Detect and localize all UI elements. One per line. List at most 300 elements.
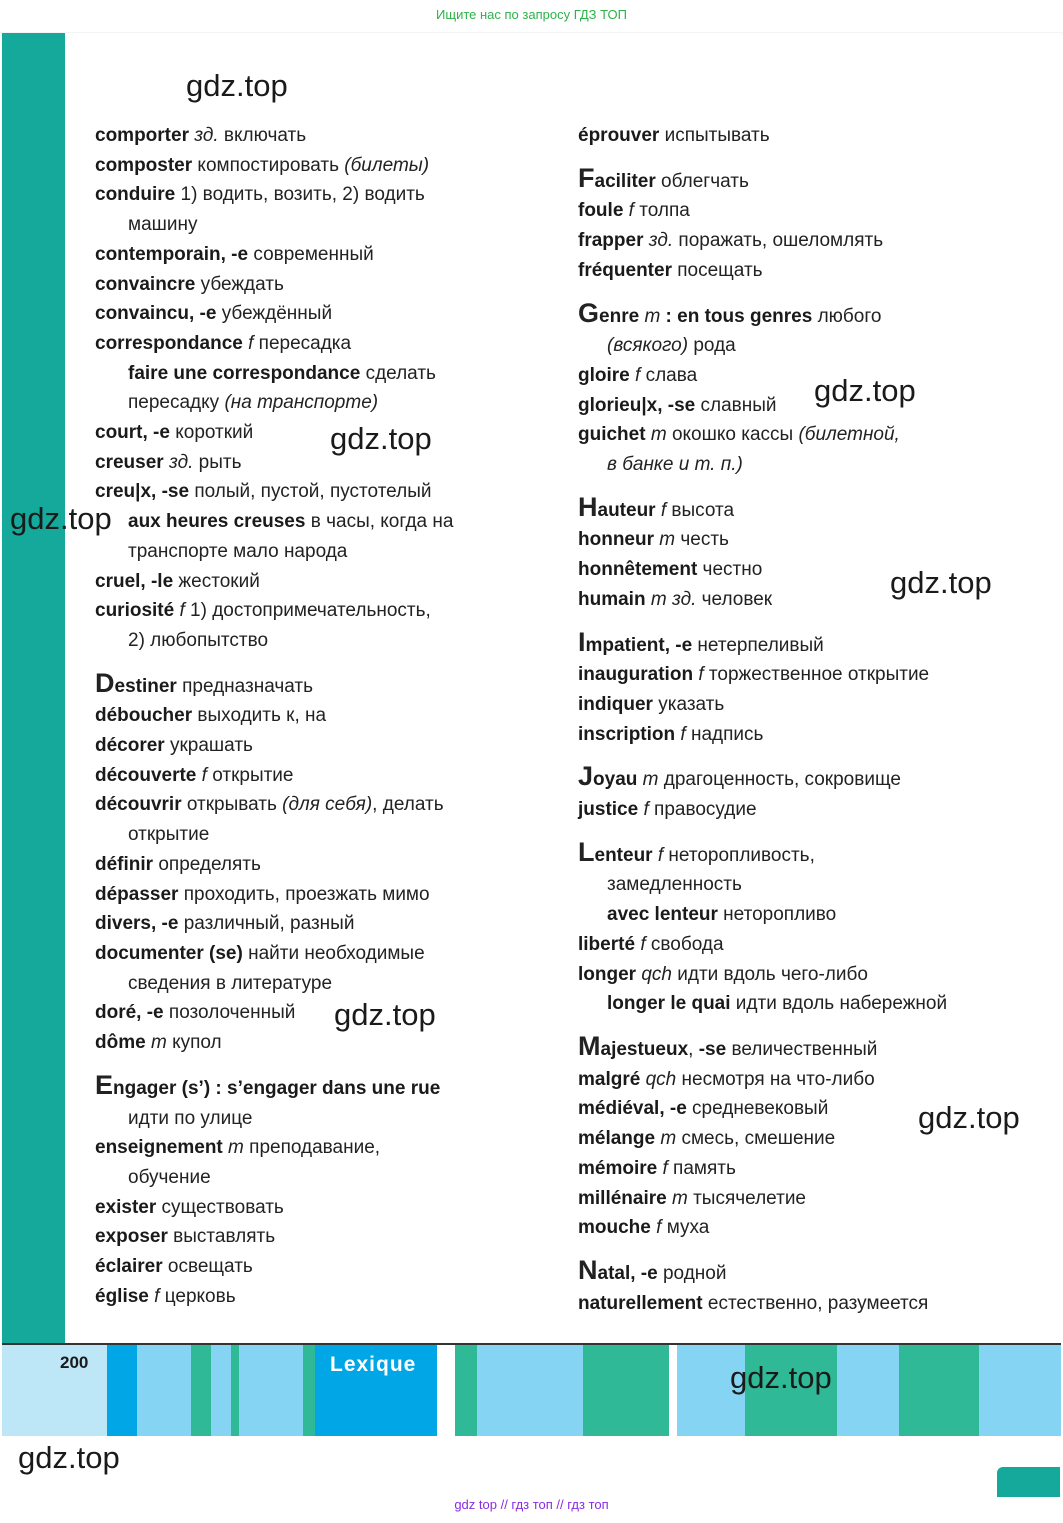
dictionary-entry: [578, 720, 1018, 750]
translation-text: память: [667, 1157, 736, 1179]
translation-text: обучение: [128, 1166, 211, 1188]
dictionary-entry: [95, 1193, 545, 1223]
dictionary-entry: [578, 1065, 1018, 1095]
footer-stripe: [437, 1345, 455, 1438]
entry-continuation: [578, 331, 1018, 361]
headword: humain: [578, 588, 646, 610]
translation-text: короткий: [169, 422, 254, 444]
section-letter: N: [578, 1254, 598, 1285]
translation-text: выставлять: [167, 1226, 276, 1248]
entry-continuation: [95, 1104, 545, 1134]
translation-text: полый, пустой, пустотелый: [189, 481, 432, 503]
headword: enseignement: [95, 1137, 223, 1159]
translation-text: украшать: [164, 735, 253, 757]
headword: découvrir: [95, 794, 182, 816]
headword: liberté: [578, 933, 636, 955]
dictionary-entry: [95, 909, 545, 939]
translation-text: современный: [248, 243, 374, 265]
dictionary-entry: [95, 448, 545, 478]
dictionary-entry: [578, 162, 1018, 197]
translation-text: торжественное открытие: [703, 664, 930, 686]
headword: justice: [578, 799, 639, 821]
translation-text: муха: [661, 1217, 710, 1239]
translation-text: пересадку: [128, 392, 225, 414]
translation-text: купол: [166, 1032, 222, 1054]
dictionary-entry: [578, 795, 1018, 825]
translation-text: компостировать: [192, 154, 345, 176]
headword: inauguration: [578, 664, 694, 686]
dictionary-entry: [95, 121, 545, 151]
headword: millénaire: [578, 1187, 667, 1209]
translation-text: указать: [652, 693, 725, 715]
section-gap: [578, 286, 1018, 302]
entry-continuation: [95, 820, 545, 850]
translation-text: 1) достопримечательность,: [184, 600, 431, 622]
headword: malgré: [578, 1068, 641, 1090]
grammar-mark: m: [642, 769, 659, 791]
entry-continuation: [578, 450, 1018, 480]
headword-phrase: : en tous genres: [665, 305, 813, 327]
translation-text: проходить, проезжать мимо: [178, 883, 430, 905]
headword: oyau: [593, 769, 638, 791]
grammar-mark: f: [656, 1217, 662, 1239]
headword: indiquer: [578, 693, 653, 715]
dictionary-page: [2, 33, 1061, 1436]
dictionary-entry: [95, 151, 545, 181]
footer-stripe: [477, 1345, 583, 1438]
dictionary-entry: [578, 420, 1018, 450]
translation-text: сведения в литературе: [128, 972, 333, 994]
headword: longer: [578, 963, 637, 985]
translation-text: нетерпеливый: [692, 634, 824, 656]
translation-text: идти вдоль чего-либо: [671, 963, 868, 985]
headword: mouche: [578, 1217, 651, 1239]
dictionary-entry: [95, 567, 545, 597]
translation-text: предназначать: [176, 675, 314, 697]
dictionary-entry: [95, 731, 545, 761]
translation-text: посещать: [671, 259, 763, 281]
dictionary-entry: [578, 196, 1018, 226]
dictionary-entry: [578, 690, 1018, 720]
watermark: gdz.top: [18, 1440, 120, 1475]
teal-tab: [997, 1467, 1060, 1497]
footer-stripe: [455, 1345, 477, 1438]
footer-stripe: [979, 1345, 1061, 1438]
footer-stripe: [899, 1345, 979, 1438]
section-gap: [578, 1019, 1018, 1035]
sub-entry: [578, 900, 1018, 930]
headword: auteur: [597, 499, 656, 521]
dictionary-entry: [578, 1289, 1018, 1319]
dictionary-entry: [578, 256, 1018, 286]
footer-stripe: [211, 1345, 231, 1438]
headword: déboucher: [95, 705, 193, 727]
sub-entry: [95, 507, 545, 537]
section-gap: [95, 1058, 545, 1074]
footer-stripe: [669, 1345, 677, 1438]
watermark: gdz.top: [918, 1100, 1020, 1135]
translation-text: средневековый: [686, 1098, 829, 1120]
headword: convaincu, -e: [95, 303, 217, 325]
translation-text: рыть: [193, 451, 242, 473]
translation-text: честно: [697, 559, 763, 581]
dictionary-entry: [578, 121, 1018, 151]
footer-stripe: [303, 1345, 315, 1438]
translation-text: окошко кассы: [666, 424, 799, 446]
section-gap: [578, 1243, 1018, 1259]
grammar-mark: f: [248, 332, 254, 354]
grammar-mark: m: [644, 305, 661, 327]
translation-text: замедленность: [607, 874, 742, 896]
headword: église: [95, 1285, 149, 1307]
translation-text: естественно, разумеется: [702, 1292, 929, 1314]
dictionary-entry: [578, 761, 1018, 795]
watermark: gdz.top: [186, 68, 288, 103]
grammar-mark: f: [662, 1157, 668, 1179]
grammar-mark: f: [657, 844, 664, 866]
dictionary-entry: [95, 939, 545, 969]
headword: honneur: [578, 529, 654, 551]
translation-text: несмотря на что-либо: [676, 1068, 875, 1090]
headword: creu|x, -se: [95, 481, 190, 503]
headword: inscription: [578, 723, 676, 745]
section-letter: E: [95, 1069, 114, 1100]
translation-text: пересадка: [253, 332, 352, 354]
headword: honnêtement: [578, 559, 698, 581]
translation-text: позолоченный: [163, 1002, 296, 1024]
sub-headword: aux heures creuses: [128, 511, 306, 533]
headword: correspondance: [95, 332, 243, 354]
dictionary-entry: [95, 667, 545, 702]
grammar-mark: зд.: [168, 451, 194, 473]
grammar-mark: f: [698, 664, 704, 686]
headword: enre: [599, 305, 640, 327]
sub-entry: [95, 359, 545, 389]
section-title: Lexique: [330, 1353, 417, 1376]
translation-text: освещать: [162, 1256, 253, 1278]
dictionary-entry: [95, 240, 545, 270]
entry-continuation: [95, 969, 545, 999]
grammar-mark: f: [635, 364, 641, 386]
translation-text: величественный: [726, 1038, 878, 1060]
translation-text: драгоценность, сокровище: [658, 769, 901, 791]
translation-text: жестокий: [173, 570, 260, 592]
dictionary-entry: [95, 790, 545, 820]
translation-text: , делать: [372, 794, 444, 816]
translation-text: открытие: [206, 764, 294, 786]
section-gap: [578, 480, 1018, 496]
grammar-mark: (билетной,: [798, 424, 900, 446]
translation-text: родной: [657, 1262, 727, 1284]
translation-text: испытывать: [659, 125, 770, 146]
grammar-mark: (билеты): [344, 154, 430, 176]
translation-text: выходить к, на: [192, 705, 327, 727]
sub-headword: avec lenteur: [607, 904, 718, 926]
dictionary-entry: [95, 701, 545, 731]
translation-text: церковь: [159, 1285, 236, 1307]
bottom-links[interactable]: gdz top // гдз топ // гдз топ: [454, 1497, 609, 1512]
footer-stripe: [583, 1345, 669, 1438]
grammar-mark: m: [672, 1187, 688, 1209]
headword-phrase: -se: [698, 1038, 727, 1060]
translation-text: открытие: [128, 824, 210, 846]
section-gap: [578, 151, 1018, 167]
translation-text: свобода: [645, 933, 724, 955]
headword: médiéval, -e: [578, 1098, 687, 1120]
translation-text: открывать: [181, 794, 283, 816]
headword: naturellement: [578, 1292, 703, 1314]
footer-stripe: [137, 1345, 191, 1438]
translation-text: тысячелетие: [687, 1187, 806, 1209]
watermark: gdz.top: [10, 501, 112, 536]
headword: mélange: [578, 1128, 656, 1150]
headword: découverte: [95, 764, 197, 786]
sub-entry-continuation: [95, 388, 545, 418]
translation-text: слава: [640, 364, 698, 386]
section-letter: F: [578, 162, 595, 193]
dictionary-entry: [578, 660, 1018, 690]
dictionary-entry: [95, 1282, 545, 1312]
headword: ajestueux: [600, 1038, 689, 1060]
translation-text: неторопливость,: [663, 844, 815, 866]
grammar-mark: f: [154, 1285, 160, 1307]
entry-continuation: [578, 870, 1018, 900]
section-letter: I: [578, 626, 586, 657]
dictionary-entry: [578, 1154, 1018, 1184]
headword: exposer: [95, 1226, 168, 1248]
section-letter: H: [578, 491, 598, 522]
grammar-mark: f: [201, 764, 207, 786]
headword: dépasser: [95, 883, 179, 905]
dictionary-entry: [95, 1133, 545, 1163]
dictionary-entry: [578, 391, 1018, 421]
headword: éclairer: [95, 1256, 163, 1278]
grammar-mark: f: [660, 499, 667, 521]
entry-continuation: [95, 210, 545, 240]
translation-text: убеждённый: [216, 303, 333, 325]
headword: composter: [95, 154, 193, 176]
footer-stripe: [837, 1345, 899, 1438]
translation-text: различный, разный: [178, 913, 355, 935]
dictionary-entry: [578, 930, 1018, 960]
grammar-mark: f: [680, 723, 686, 745]
dictionary-entry: [578, 525, 1018, 555]
translation-text: правосудие: [648, 799, 757, 821]
headword: mémoire: [578, 1157, 658, 1179]
dictionary-entry: [95, 998, 545, 1028]
section-letter: G: [578, 297, 600, 328]
dictionary-entry: [95, 270, 545, 300]
right-column: [578, 121, 1018, 1318]
dictionary-entry: [578, 1213, 1018, 1243]
headword: curiosité: [95, 600, 175, 622]
dictionary-entry: [578, 1254, 1018, 1289]
headword: enteur: [594, 844, 653, 866]
watermark: gdz.top: [814, 373, 916, 408]
headword: creuser: [95, 451, 164, 473]
grammar-mark: (на транспорте): [224, 392, 379, 414]
dictionary-entry: [95, 299, 545, 329]
section-letter: L: [578, 836, 595, 867]
translation-text: любого: [812, 305, 882, 327]
footer-stripe: [2, 1345, 107, 1438]
headword: comporter: [95, 125, 189, 146]
grammar-mark: f: [628, 200, 634, 222]
sub-headword: faire une correspondance: [128, 362, 361, 384]
translation-text: ,: [688, 1038, 699, 1060]
translation-text: включать: [218, 125, 307, 146]
translation-text: облегчать: [655, 170, 749, 192]
headword: documenter (se): [95, 942, 243, 964]
dictionary-entry: [95, 1222, 545, 1252]
translation-text: транспорте мало народа: [128, 540, 348, 562]
translation-text: сделать: [360, 362, 436, 384]
watermark: gdz.top: [890, 565, 992, 600]
grammar-mark: (всякого): [607, 335, 689, 357]
section-letter: M: [578, 1030, 601, 1061]
grammar-mark: qch: [641, 963, 672, 985]
headword: mpatient, -e: [585, 634, 693, 656]
headword: guichet: [578, 424, 646, 446]
translation-text: поражать, ошеломлять: [673, 230, 884, 252]
green-side-bar: [2, 33, 65, 1343]
headword: conduire: [95, 184, 176, 206]
grammar-mark: (для себя): [282, 794, 373, 816]
dictionary-entry: [95, 761, 545, 791]
footer-strip: [2, 1343, 1061, 1438]
headword: foule: [578, 200, 624, 222]
dictionary-entry: [578, 836, 1018, 871]
headword: court, -e: [95, 422, 170, 444]
headword: atal, -e: [597, 1262, 658, 1284]
dictionary-entry: [578, 226, 1018, 256]
top-banner: Ищите нас по запросу ГДЗ ТОП: [0, 0, 1063, 32]
translation-text: толпа: [633, 200, 690, 222]
translation-text: машину: [128, 214, 198, 236]
headword: gloire: [578, 364, 630, 386]
headword: exister: [95, 1196, 157, 1218]
dictionary-entry: [95, 1069, 545, 1104]
entry-continuation: [95, 626, 545, 656]
headword: frapper: [578, 230, 644, 252]
section-gap: [578, 749, 1018, 765]
translation-text: идти вдоль набережной: [730, 993, 948, 1015]
translation-text: найти необходимые: [242, 942, 425, 964]
translation-text: смесь, смешение: [676, 1128, 836, 1150]
grammar-mark: m: [659, 529, 676, 551]
footer-stripe: [191, 1345, 211, 1438]
grammar-mark: зд.: [648, 230, 674, 252]
headword: décorer: [95, 735, 165, 757]
translation-text: убеждать: [195, 273, 284, 295]
section-letter: D: [95, 667, 115, 698]
translation-text: существовать: [156, 1196, 284, 1218]
grammar-mark: m: [660, 1128, 677, 1150]
grammar-mark: qch: [645, 1068, 677, 1090]
dictionary-entry: [95, 477, 545, 507]
sub-entry-continuation: [95, 537, 545, 567]
dictionary-entry: [578, 1184, 1018, 1214]
grammar-mark: f: [640, 933, 646, 955]
headword: divers, -e: [95, 913, 179, 935]
section-gap: [578, 615, 1018, 631]
dictionary-entry: [578, 297, 1018, 332]
grammar-mark: m зд.: [650, 588, 697, 610]
section-gap: [578, 825, 1018, 841]
watermark: gdz.top: [330, 421, 432, 456]
footer-stripe: [239, 1345, 303, 1438]
dictionary-entry: [578, 626, 1018, 661]
translation-text: 1) водить, возить, 2) водить: [175, 184, 425, 206]
left-column: [95, 121, 545, 1311]
section-gap: [95, 656, 545, 672]
watermark: gdz.top: [334, 997, 436, 1032]
headword: doré, -e: [95, 1002, 164, 1024]
translation-text: в часы, когда на: [305, 511, 454, 533]
translation-text: высота: [666, 499, 735, 521]
headword: aciliter: [594, 170, 656, 192]
grammar-mark: зд.: [194, 125, 219, 146]
headword: éprouver: [578, 125, 660, 146]
translation-text: неторопливо: [717, 904, 837, 926]
translation-text: надпись: [685, 723, 764, 745]
translation-text: идти по улице: [128, 1107, 253, 1129]
headword: convaincre: [95, 273, 196, 295]
watermark: gdz.top: [730, 1360, 832, 1395]
dictionary-entry: [95, 596, 545, 626]
translation-text: определять: [153, 853, 261, 875]
headword: glorieu|x, -se: [578, 394, 696, 416]
grammar-mark: f: [643, 799, 649, 821]
dictionary-entry: [95, 329, 545, 359]
translation-text: человек: [696, 588, 773, 610]
headword: dôme: [95, 1032, 146, 1054]
footer-stripe: [107, 1345, 137, 1438]
entry-continuation: [95, 1163, 545, 1193]
headword: contemporain, -e: [95, 243, 249, 265]
dictionary-entry: [578, 491, 1018, 526]
sub-headword: longer le quai: [607, 993, 731, 1015]
grammar-mark: в банке и т. п.): [607, 454, 743, 476]
dictionary-entry: [95, 1252, 545, 1282]
headword: fréquenter: [578, 259, 672, 281]
translation-text: честь: [675, 529, 729, 551]
dictionary-entry: [95, 880, 545, 910]
section-letter: J: [578, 761, 594, 792]
dictionary-entry: [95, 850, 545, 880]
grammar-mark: m: [150, 1032, 167, 1054]
translation-text: 2) любопытство: [128, 629, 269, 651]
dictionary-entry: [578, 1030, 1018, 1065]
headword: cruel, -le: [95, 570, 174, 592]
translation-text: рода: [688, 335, 736, 357]
dictionary-entry: [95, 418, 545, 448]
page-number: 200: [60, 1353, 89, 1372]
translation-text: славный: [695, 394, 777, 416]
translation-text: преподавание,: [243, 1137, 381, 1159]
headword: ngager (s’) : s’engager dans une rue: [113, 1077, 441, 1099]
dictionary-entry: [95, 180, 545, 210]
dictionary-entry: [95, 1028, 545, 1058]
sub-entry: [578, 989, 1018, 1019]
headword: estiner: [114, 675, 177, 697]
footer-stripe: [231, 1345, 239, 1438]
grammar-mark: m: [228, 1137, 244, 1159]
grammar-mark: f: [179, 600, 185, 622]
headword: définir: [95, 853, 154, 875]
dictionary-entry: [578, 361, 1018, 391]
dictionary-entry: [578, 960, 1018, 990]
